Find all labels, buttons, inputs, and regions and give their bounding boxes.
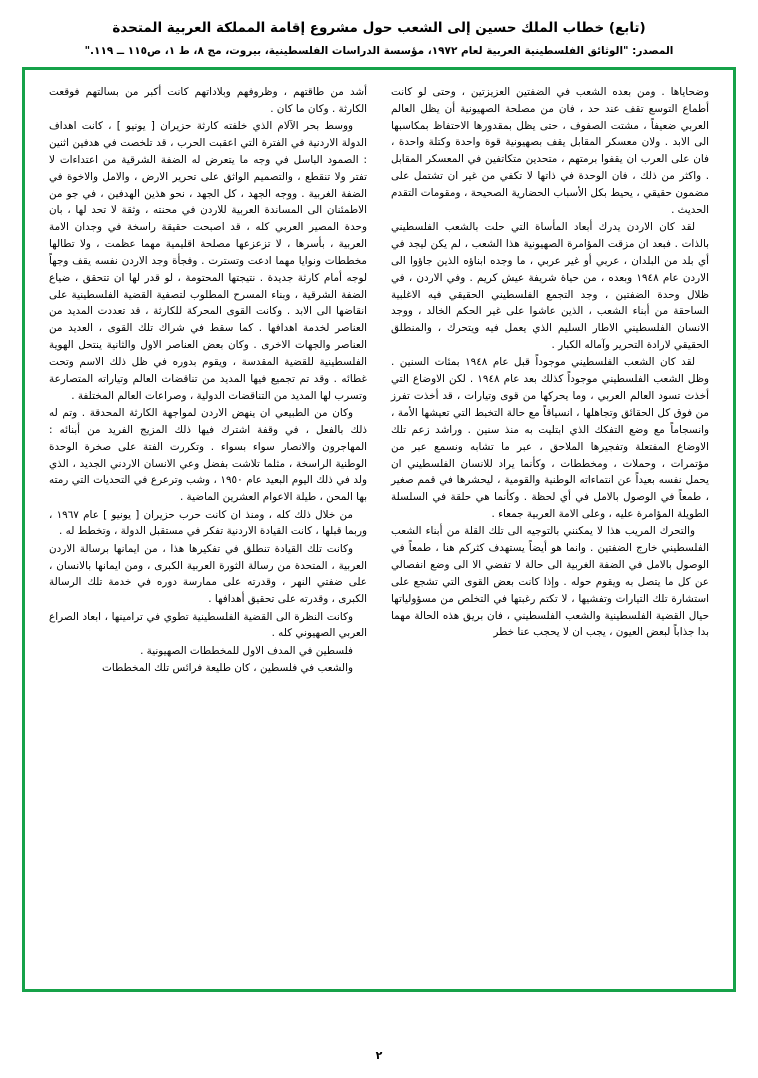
page-title: (تابع) خطاب الملك حسين إلى الشعب حول مشروع إقامة المملكة العربية المتحدة [112,20,646,36]
two-column-body [37,84,721,979]
paragraph: وكانت تلك القيادة تنطلق في تفكيرها هذا ، من ايمانها برسالة الاردن العربية ، المتحدة من رسالة الثورة العربية الكبرى ، ومن ايمانها بالانسان ، على ضفتي النهر ، وقدرته على ممارسة دوره في خدمة تلك الرسالة الكبرى ، وقدرته على تحقيق أهدافها . [49,542,367,606]
paragraph: من خلال ذلك كله ، ومنذ ان كانت حرب حزيران [ يونيو ] عام ١٩٦٧ ، وربما قبلها ، كانت القيادة الاردنية تفكر في مستقبل الدولة ، وتخطط له . [49,508,367,538]
paragraph: وضحاياها . ومن بعده الشعب في الضفتين العزيزتين ، وحتى لو كانت أطماع التوسع تقف عند حد ، فان من مصلحة الصهيونية أن يظل العالم العربي ضعيفاً ، مشتت الصفوف ، حتى يظل بمقدورها الاحتفاظ بمكاسبها الى الابد . ولان معسكر المقابل يقف بصهيونية قوة واحدة وكتلة واحدة ، فان على العرب ان يقفوا برمتهم ، متحدين متكاتفين في المعسكر المقابل . واكثر من ذلك ، فان الوحدة في ذاتها لا تكفي من غير ان تشتمل على مضمون حقيقي ، يحيط بكل الأسباب الحضارية الصحيحة ، ومقومات التقدم الحديث . [391,85,709,216]
paragraph: ووسط بحر الآلام الذي خلفته كارثة حزيران [ يونيو ] ، كانت اهداف الدولة الاردنية في الفترة التي اعقبت الحرب ، قد تلخصت في هدفين اثنين : الصمود الباسل في وجه ما يتعرض له الضفة الشرقية من اعتداءات لا تفتر ولا تنقطع ، والتصميم الواثق على تحرير الارض ، والامل والاخوة في الضفة الغربية . ووجه الجهد ، كل الجهد ، نحو هذين الهدفين ، في جو من الاطمئنان الى المساندة العربية للاردن في محنته ، وثقة لا تحد لها ، بان وحدة المصير العربي كله ، قد اصبحت حقيقة راسخة في وجدان الامة العربية ، بأسرها ، لا تزعزعها مصلحة اقليمية مهما عظمت ، ولا تطالها مخططات ونوايا مهما ادعت وتسترت . وفجأة وجد الاردن نفسه يقف وجهاً لوجه أمام كارثة جديدة . نتيجتها المحتومة ، لو قدر لها ان تتحقق ، ضياع الضفة الشرقية ، وبناء المسرح المطلوب لتصفية القضية الفلسطينية على انقاضها الى الابد . وكانت القوى المحركة للكارثة ، قد تعددت المديد من العناصر لخدمة اهدافها . كما سقط في شراك تلك القوى ، العديد من العناصر والجهات الاخرى . وكان بعض العناصر الاول والثانية ينتحل الهوية الفلسطينية للقضية المقدسة ، ويقوم بدوره في ظل ذلك الاسم وتحت غطائه . وقد تم تجميع فيها المديد من تناقضات العالم وتياراته المتصارعة وتسرب لها المديد من التناقضات الدولية ، وصراعات العالم المختلفة . [49,120,367,402]
column-right [379,84,721,979]
document-source-line: المصدر: "الوثائق الفلسطينية العربية لعام ١٩٧٢، مؤسسة الدراسات الفلسطينية، بيروت، مج ٨، ط ١، ص١١٥ ــ ١١٩." [84,45,674,58]
paragraph: وكانت النظرة الى القضية الفلسطينية تطوي في ترامينها ، ابعاد الصراع العربي الصهيوني كله . [49,610,367,640]
paragraph: والشعب في فلسطين ، كان طليعة فرائس تلك المخططات [102,662,353,675]
paragraph: لقد كان الشعب الفلسطيني موجوداً قبل عام ١٩٤٨ بمئات السنين . وظل الشعب الفلسطيني موجوداً كذلك بعد عام ١٩٤٨ . لكن الاوضاع التي أخذت تسود العالم العربي ، وما يحركها من قوى وتيارات ، قد أخذت تفرز من فوق كل الحقائق وتجاهلها ، انسياقاً مع حالة التخبط التي تعيشها الأمة ، وانسجاماً مع وضع التفكك الذي ابتليت به منذ سنين . وراشد زعم تلك الاوضاع المفتعلة وتفجيرها الملاحق ، عبر ما تشابه ونسمع عبر من مؤتمرات ، وحملات ، ومخططات ، وكأنما يراد للانسان الفلسطيني ان يحمل نفسه بعيداً عن انتماءاته الوطنية والقومية ، ليحشرها في قمم صغير ، طمعاً في الوصول بالامل في أي لحظة . وكأنما هي حلقة في السلسلة الطويلة المؤامرة عليه ، وعلى الامة العربية جمعاء . [391,356,709,521]
paragraph: والتحرك المريب هذا لا يمكنني بالتوجيه الى تلك القلة من أبناء الشعب الفلسطيني خارج الضفتين . وانما هو أيضاً يستهدف كثركم هنا ، طمعاً في الوصول بالامل في الضفة الغربية الى حالة لا تفضي الا الى وضع انفصالي عن كل ما يتصل به ويقوم حوله . وإذا كانت بعض القوى التي تشجع على استشارة تلك التيارات وتفشيها ، لا تكتم رغبتها في التخلص من مسؤولياتها حيال القضية الفلسطينية والشعب الفلسطيني ، فان بريق هذه الحالة مهما بدا جذاباً لبعض العيون ، يجب ان لا يحجب عنا خطر [391,525,709,639]
paragraph: فلسطين في المدف الاول للمخططات الصهيونية . [140,644,353,657]
paragraph: وكان من الطبيعي ان ينهض الاردن لمواجهة الكارثة المحدقة . وتم له ذلك بالفعل ، في وقفة اشترك فيها ذلك المزيج الفريد من أبنائه : المهاجرون والانصار سواء بسواء . وتكررت الفتة على صخرة الوحدة الوطنية الراسخة ، مثلما تلاشت بفضل وعي الانسان الاردني الجديد ، الذي ولد في ذلك اليوم البعيد عام ١٩٥٠ ، وشب وترعرع في التحديات التي رمته بها المحن ، طيلة الاعوام العشرين الماضية . [49,406,367,504]
page-number: ٢ [375,1049,383,1062]
content-frame [22,67,736,992]
column-left [37,84,379,979]
paragraph: لقد كان الاردن يدرك أبعاد المأساة التي حلت بالشعب الفلسطيني بالذات . فبعد ان مزقت المؤامرة الصهيونية هذا الشعب ، لم يكن ليجد في أي بلد من البلدان ، عربي أو غير عربي ، ما وجده ابناؤه الذين جاؤوا الى الاردن عام ١٩٤٨ وبعده ، من حياة شريفة عيش كريم . وفي الاردن ، في ظلال وحدة الضفتين ، وجد التجمع الفلسطيني الحقيقي فيه الاغلبية الساحقة من أبناء الشعب ، الذين عاشوا على غير الحكم الخالد ، ووجد الانسان الفلسطيني الاطار السليم الذي يعمل فيه ويتحرك ، والمنطلق الحقيقي لارادة التحرير وآماله الكبار . [391,221,709,352]
paragraph: أشد من طاقتهم ، وظروفهم وبلاداتهم كانت أكبر من بسالتهم فوقعت الكارثة . وكان ما كان . [49,85,367,115]
